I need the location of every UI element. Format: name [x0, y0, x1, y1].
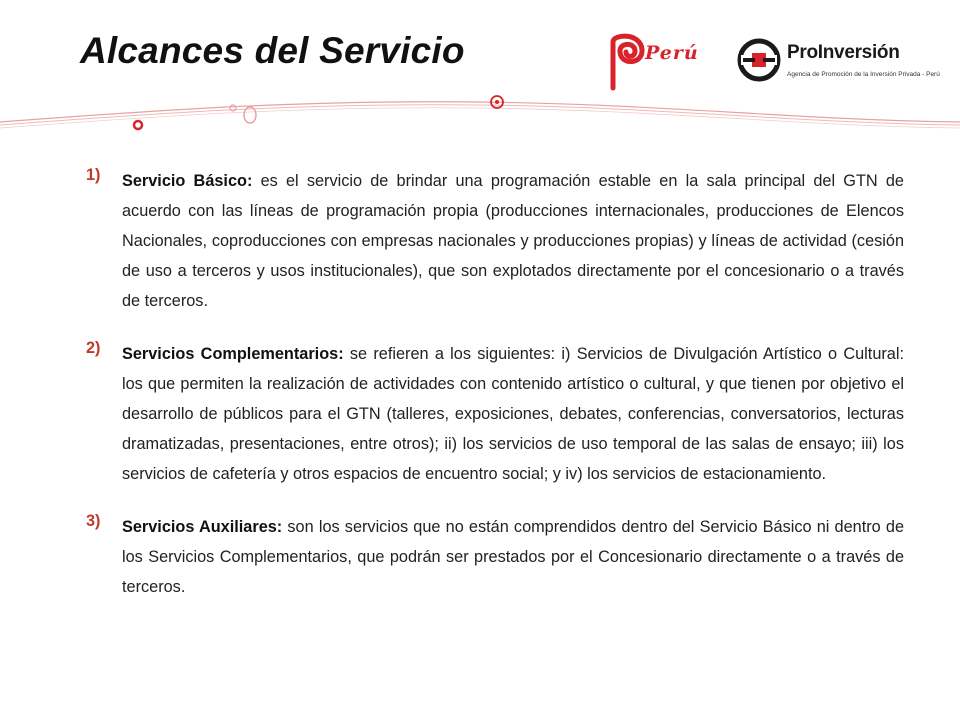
item-text: es el servicio de brindar una programación estable en la sala principal del GTN de acuerdo con las líneas de programación propia (producciones internacionales, producciones de Elencos Nacionales, coproducciones con empresas nacionales y producciones propias) y líneas de actividad (cesión de uso a terceros y usos institucionales), que son explotados directamente por el concesionario o a través de terceros. — [122, 172, 904, 310]
item-term: Servicios Complementarios: — [122, 345, 344, 363]
proinversion-name: ProInversión — [787, 42, 900, 63]
item-term: Servicio Básico: — [122, 172, 253, 190]
item-body — [122, 339, 904, 489]
header-logos — [605, 28, 940, 98]
item-number: 1) — [86, 166, 101, 184]
red-dot-decoration — [134, 121, 142, 129]
proinversion-emblem — [737, 38, 781, 82]
item-body — [122, 166, 904, 316]
list-item — [86, 512, 904, 602]
item-text: se refieren a los siguientes: i) Servicios de Divulgación Artístico o Cultural: los que permiten la realización de actividades con contenido artístico o cultural, y que tienen por objetivo el desarrollo de públicos para el GTN (talleres, exposiciones, debates, conferencias, conversatorios, lecturas dramatizadas, presentaciones, entre otros); ii) los servicios de uso temporal de las salas de ensayo; iii) los servicios de cafetería y otros espacios de encuentro social; y iv) los servicios de estacionamiento. — [122, 345, 904, 483]
item-term: Servicios Auxiliares: — [122, 518, 283, 536]
peru-brand-logo — [605, 28, 715, 98]
item-body — [122, 512, 904, 602]
list-item — [86, 339, 904, 489]
item-text: son los servicios que no están comprendidos dentro del Servicio Básico ni dentro de los Servicios Complementarios, que podrán ser prestados por el Concesionario directamente o a través de terceros. — [122, 518, 905, 596]
list-item — [86, 166, 904, 316]
slide-title: Alcances del Servicio — [80, 30, 465, 71]
peru-spiral-logo — [605, 28, 649, 94]
services-list — [86, 166, 904, 625]
item-number: 2) — [86, 339, 101, 357]
item-number: 3) — [86, 512, 101, 530]
peru-logo-text: Perú — [645, 42, 699, 64]
proinversion-tagline: Agencia de Promoción de la Inversión Privada - Perú — [787, 71, 940, 78]
proinversion-logo — [737, 38, 940, 98]
